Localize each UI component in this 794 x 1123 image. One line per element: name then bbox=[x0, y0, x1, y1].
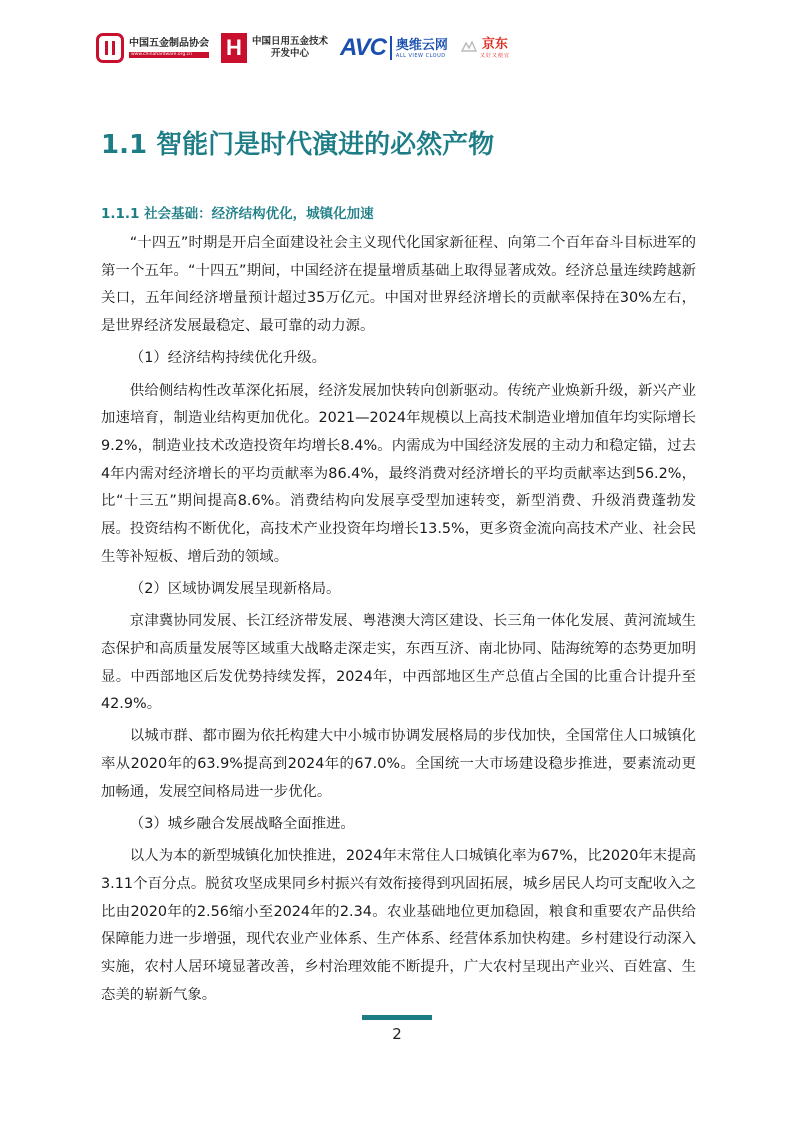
jd-name: 京东 bbox=[481, 37, 508, 52]
jd-slogan: 又好又便宜 bbox=[479, 53, 510, 59]
footer-accent-bar bbox=[362, 1015, 432, 1020]
subsection-title: 1.1.1 社会基础：经济结构优化，城镇化加速 bbox=[101, 206, 374, 222]
section-title: 1.1 智能门是时代演进的必然产物 bbox=[101, 130, 495, 160]
jd-dog-icon bbox=[460, 39, 478, 57]
hardware-tech-center-logo bbox=[221, 33, 328, 63]
tech-center-name-line1: 中国日用五金技术 bbox=[252, 36, 329, 47]
paragraph: “十四五”时期是开启全面建设社会主义现代化国家新征程、向第二个百年奋斗目标进军的第一个五年。“十四五”期间，中国经济在提量增质基础上取得显著成效。经济总量连续跨越新关口，五年间经济增量预计超过35万亿元。中国对世界经济增长的贡献率保持在30%左右，是世界经济发展最稳定、最可靠的动力源。 bbox=[101, 235, 696, 335]
list-heading: （1）经济结构持续优化升级。 bbox=[129, 350, 327, 367]
h-mark-icon: H bbox=[221, 33, 247, 63]
avc-mark: AVC bbox=[340, 34, 386, 61]
cnhardware-name: 中国五金制品协会 bbox=[129, 38, 209, 49]
avc-name: 奥维云网 bbox=[395, 37, 448, 53]
list-heading: （2）区域协调发展呈现新格局。 bbox=[129, 580, 341, 597]
body-text bbox=[101, 230, 696, 1014]
avc-english: ALL VIEW CLOUD bbox=[395, 52, 446, 59]
header-logo-bar bbox=[96, 28, 522, 68]
cnhardware-seal-icon bbox=[96, 33, 124, 63]
page-number: 2 bbox=[392, 1025, 402, 1043]
tech-center-name-line2: 开发中心 bbox=[271, 48, 310, 59]
jd-logo bbox=[460, 37, 510, 59]
paragraph: 供给侧结构性改革深化拓展，经济发展加快转向创新驱动。传统产业焕新升级，新兴产业加速培育，制造业结构更加优化。2021—2024年规模以上高技术制造业增加值年均实际增长9.2%，制造业技术改造投资年均增长8.4%。内需成为中国经济发展的主动力和稳定锚，过去4年内需对经济增长的平均贡献率为86.4%，最终消费对经济增长的平均贡献率达到56.2%，比“十三五”期间提高8.6%。消费结构向发展享受型加速转变，新型消费、升级消费蓬勃发展。投资结构不断优化，高技术产业投资年均增长13.5%，更多资金流向高技术产业、社会民生等补短板、增后劲的领域。 bbox=[101, 382, 696, 565]
cnhardware-url: www.chinahardware.org.cn bbox=[129, 52, 209, 58]
avc-logo bbox=[340, 34, 448, 62]
paragraph: 以人为本的新型城镇化加快推进，2024年末常住人口城镇化率为67%，比2020年末提高3.11个百分点。脱贫攻坚成果同乡村振兴有效衔接得到巩固拓展，城乡居民人均可支配收入之比由2020年的2.56缩小至2024年的2.34。农业基础地位更加稳固，粮食和重要农产品供给保障能力进一步增强，现代农业产业体系、生产体系、经营体系加快构建。乡村建设行动深入实施，农村人居环境显著改善，乡村治理效能不断提升，广大农村呈现出产业兴、百姓富、生态美的崭新气象。 bbox=[101, 848, 696, 1003]
paragraph: 以城市群、都市圈为依托构建大中小城市协调发展格局的步伐加快，全国常住人口城镇化率从2020年的63.9%提高到2024年的67.0%。全国统一大市场建设稳步推进，要素流动更加畅通，发展空间格局进一步优化。 bbox=[101, 728, 696, 800]
cnhardware-logo bbox=[96, 33, 209, 63]
list-heading: （3）城乡融合发展战略全面推进。 bbox=[129, 816, 355, 833]
avc-divider bbox=[390, 36, 392, 60]
paragraph: 京津冀协同发展、长江经济带发展、粤港澳大湾区建设、长三角一体化发展、黄河流域生态保护和高质量发展等区域重大战略走深走实，东西互济、南北协同、陆海统筹的态势更加明显。中西部地区后发优势持续发挥，2024年，中西部地区生产总值占全国的比重合计提升至42.9%。 bbox=[101, 613, 696, 713]
